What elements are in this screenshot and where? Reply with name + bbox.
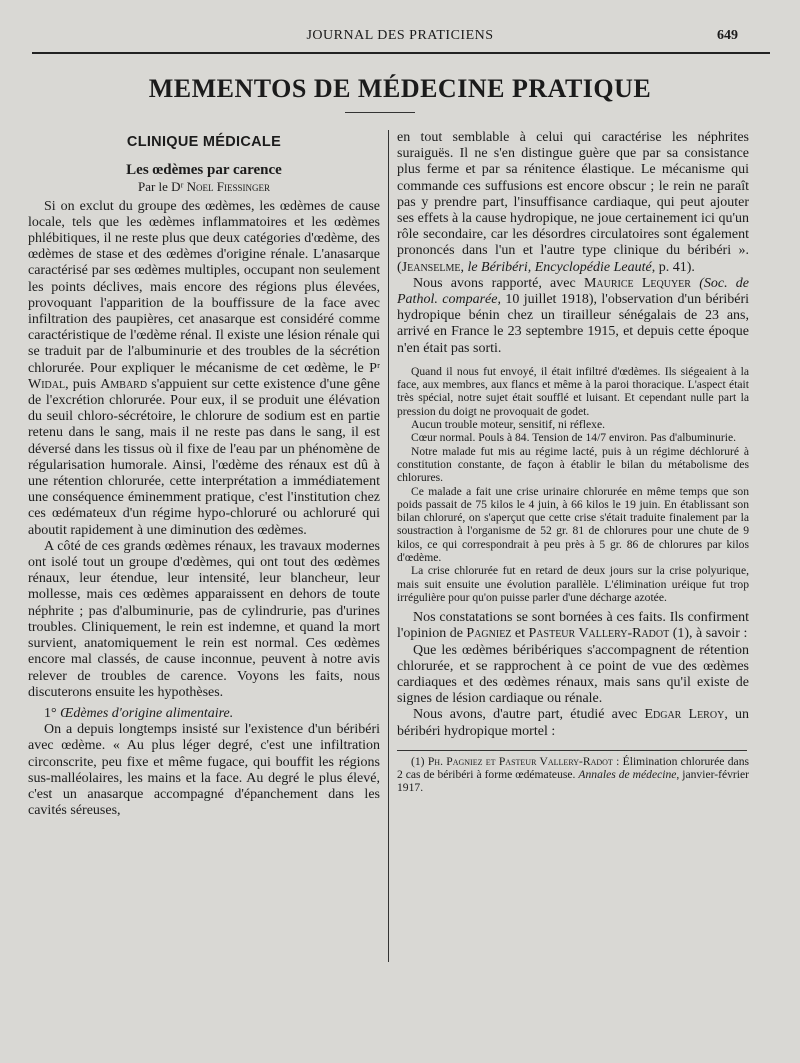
footnote-authors: Ph. Pagniez et Pasteur Vallery-Radot [427,754,613,768]
observation-paragraph: Quand il nous fut envoyé, il était infiltré d'œdèmes. Ils siégeaient à la face, aux membres, aux flancs et même à la paroi thoracique. L'aspect était très spécial, notre sujet était soufflé et luisant. Et cependant nulle part la pression du doigt ne provoquait de godet. [397,364,749,418]
subsection-heading: 1° Œdèmes d'origine alimentaire. [44,705,234,721]
header-rule [32,52,770,54]
title-rule [345,112,415,113]
footnote: (1) Ph. Pagniez et Pasteur Vallery-Radot : Élimination chlorurée dans 2 cas de béribéri à forme œdémateuse. Annales de médecine, janvier-février 1917. [397,754,750,795]
section-heading: CLINIQUE MÉDICALE [126,134,282,150]
right-column [397,130,749,795]
observation-paragraph: La crise chlorurée fut en retard de deux jours sur la crise polyurique, mais suit ensuite une évolution parallèle. L'élimination uréique fut trop irrégulière pour qu'on puisse parler d'une décharge azotée. [397,564,749,604]
page-title: MEMENTOS DE MÉDECINE PRATIQUE [148,74,652,103]
name-pasteur-vallery-radot: Pasteur Vallery-Radot [528,626,670,642]
paragraph: A côté de ces grands œdèmes rénaux, les travaux modernes ont isolé tout un groupe d'œdèmes, qui ont tout des œdèmes rénaux, leur étendue, leur intensité, leur blancheur, leur mollesse, mais ces œdèmes apparaissent en dehors de toute néphrite ; pas d'albuminurie, pas de cylindrurie, pas d'urines troubles. Cliniquement, le rein est indemne, et quand la mort survient, anatomiquement le rein est normal. Ces œdèmes encore mal classés, de cause inconnue, peuvent à notre avis relever de troubles de carence. Voyons les faits, nous discuterons ensuite les hypothèses. [28,538,380,700]
name-jeanselme: Jeanselme [401,259,461,275]
journal-name: JOURNAL DES PRATICIENS [306,28,494,43]
left-column [28,130,380,819]
paragraph: Nos constatations se sont bornées à ces faits. Ils confirment l'opinion de Pagniez et Pasteur Vallery-Radot (1), à savoir : [397,610,749,642]
observation-block [397,365,749,604]
byline [28,179,380,195]
observation-paragraph: Notre malade fut mis au régime lacté, puis à un régime déchloruré à constitution constante, de façon à établir le bilan du métabolisme des chlorures. [397,444,749,485]
column-divider [388,130,389,962]
author-name: Noel Fiessinger [186,179,271,195]
running-header [30,26,770,48]
name-widal: Widal [28,376,66,392]
page-number: 649 [717,28,738,43]
paragraph: Nous avons, d'autre part, étudié avec Edgar Leroy, un béribéri hydropique mortel : [397,707,749,739]
observation-paragraph: Aucun trouble moteur, sensitif, ni réflexe. [411,418,605,432]
observation-paragraph: Ce malade a fait une crise urinaire chlorurée en même temps que son poids passait de 75 kilos le 4 juin, à 66 kilos le 19 juin. En établissant son bilan chloruré, on s'aperçut que cette crise s'était traduite finalement par la soustraction à l'organisme de 52 gr. 81 de chlorures pour une chute de 9 kilos, ce qui correspondrait à peu près à 5 gr. 86 de chlorures par kilos d'œdème. [397,484,749,564]
paragraph: Si on exclut du groupe des œdèmes, les œdèmes de cause locale, tels que les œdèmes inflammatoires et les œdèmes phlébitiques, il ne reste plus que deux catégories d'œdème, des œdèmes de stase et des œdèmes d'origine rénale. L'anasarque caractérisé par ses œdèmes multiples, occupant non seulement les points déclives, mais encore des régions plus élevées, provoquant l'apparition de la bouffissure de la face avec infiltration des paupières, cet anasarque est considéré comme caractéristique de l'œdème rénal. Il existe une lésion rénale qui se traduit par de l'albuminurie et des troubles de la sécrétion chlorurée. Pour expliquer le mécanisme de cet œdème, le Pʳ Widal, puis Ambard s'appuient sur cette existence d'une gêne de l'excrétion chlorurée. Pour eux, il se produit une élévation du seuil chloro-sécrétoire, le chlorure de sodium est en partie retenu dans le sang, mais il ne reste pas dans le sang, il est déversé dans les tissus où il fixe de l'eau par un phénomène de régularisation humorale. Ainsi, l'œdème des rénaux est dû à une rétention chlorurée, cette interprétation a immédiatement une conséquence éminemment pratique, c'est l'institution chez ces œdémateux d'un régime hypo-chloruré ou achloruré qui aboutit rapidement à une diminution des œdèmes. [28,198,381,538]
name-lequyer: Maurice Lequyer [583,275,691,291]
paragraph: Nous avons rapporté, avec Maurice Lequyer (Soc. de Pathol. comparée, 10 juillet 1918), l'observation d'un béribéri hydropique bénin chez un tirailleur sénégalais de 23 ans, arrivé en France le 23 septembre 1915, et depuis cette époque n'en était pas sorti. [397,275,750,356]
byline-prefix: Par le Dʳ [137,179,184,195]
name-pagniez: Pagniez [466,626,512,642]
footnote-rule [397,750,747,751]
paragraph: Que les œdèmes béribériques s'accompagnent de rétention chlorurée, et se rapprochent à ce point de vue des œdèmes cardiaques et des œdèmes rénaux, mais sans qu'il existe de signes de lésion cardiaque ou rénale. [397,642,749,707]
name-edgar-leroy: Edgar Leroy [644,707,725,723]
paragraph: en tout semblable à celui qui caractérise les néphrites suraiguës. Il ne s'en distingue guère que par sa consistance plus ferme et par sa rénitence élastique. Le mécanisme qui commande ces suffusions est encore obscur ; le rein ne paraît pas y prendre part, l'insuffisance cardiaque, qui peut ajouter ses effets à la cause hydropique, ne joue certainement ici qu'un rôle secondaire, car les désordres circulatoires sont également prononcés dans l'un et l'autre type clinique du béribéri ». (Jeanselme, le Béribéri, Encyclopédie Leauté, p. 41). [397,130,749,275]
observation-paragraph: Cœur normal. Pouls à 84. Tension de 14/7 environ. Pas d'albuminurie. [411,431,737,445]
paragraph: On a depuis longtemps insisté sur l'existence d'un béribéri avec œdème. « Au plus léger degré, c'est une infiltration circonscrite, peu fixe et même fugace, qui bouffit les régions sus-malléolaires, les mains et la face. Au degré le plus élevé, c'est un anasarque accompagné d'épanchement dans les cavités séreuses, [28,722,380,819]
name-ambard: Ambard [100,376,148,392]
article-title: Les œdèmes par carence [126,162,282,179]
